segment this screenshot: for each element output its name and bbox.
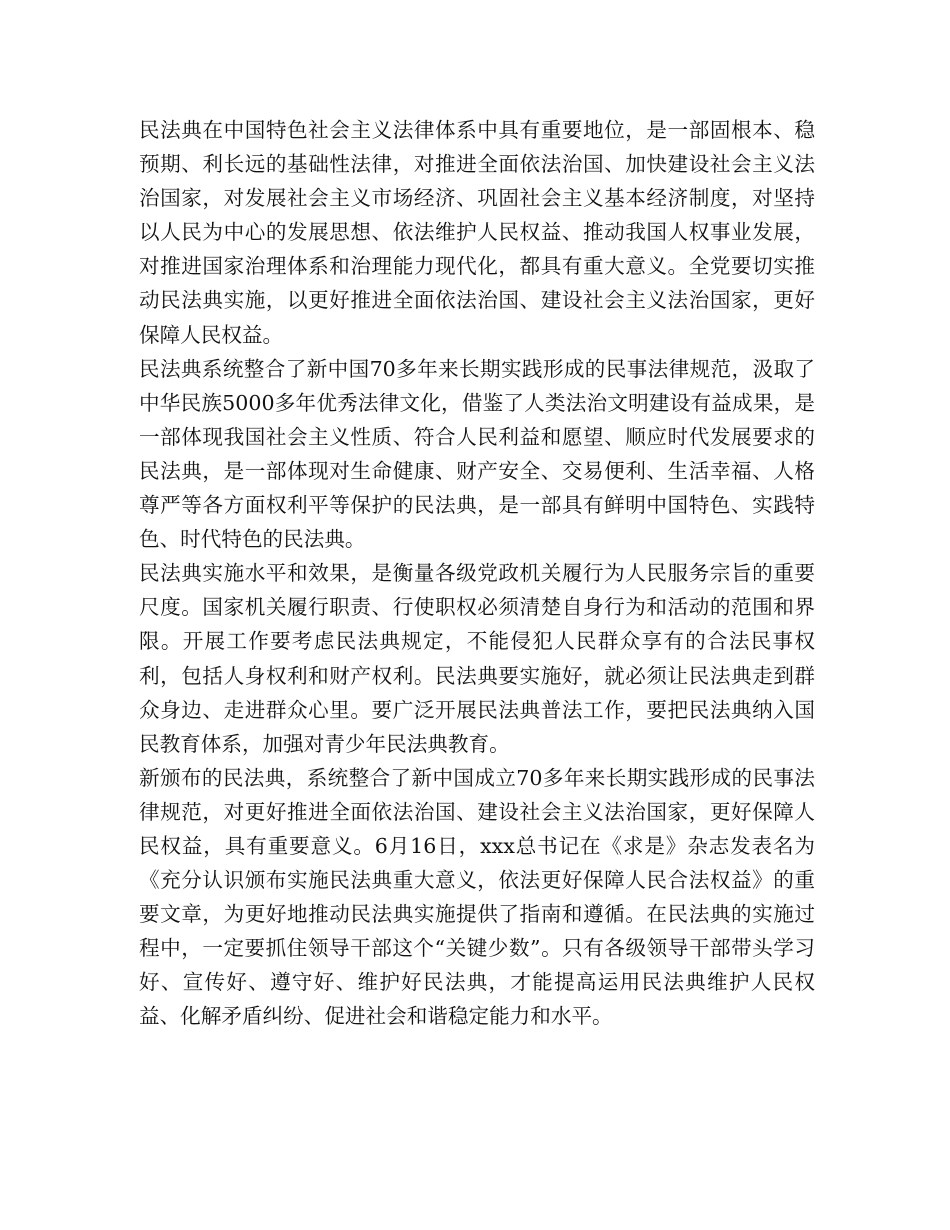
document-body [139, 113, 815, 1034]
paragraph-4: 新颁布的民法典，系统整合了新中国成立70多年来长期实践形成的民事法律规范，对更好推进全面依法治国、建设社会主义法治国家，更好保障人民权益，具有重要意义。6月16日，xxx总书记在《求是》杂志发表名为《充分认识颁布实施民法典重大意义，依法更好保障人民合法权益》的重要文章，为更好地推动民法典实施提供了指南和遵循。在民法典的实施过程中，一定要抓住领导干部这个“关键少数”。只有各级领导干部带头学习好、宣传好、遵守好、维护好民法典，才能提高运用民法典维护人民权益、化解矛盾纠纷、促进社会和谐稳定能力和水平。 [139, 765, 815, 1029]
paragraph-2: 民法典系统整合了新中国70多年来长期实践形成的民事法律规范，汲取了中华民族5000多年优秀法律文化，借鉴了人类法治文明建设有益成果，是一部体现我国社会主义性质、符合人民利益和愿望、顺应时代发展要求的民法典，是一部体现对生命健康、财产安全、交易便利、生活幸福、人格尊严等各方面权利平等保护的民法典，是一部具有鲜明中国特色、实践特色、时代特色的民法典。 [139, 356, 816, 552]
paragraph-1: 民法典在中国特色社会主义法律体系中具有重要地位，是一部固根本、稳预期、利长远的基础性法律，对推进全面依法治国、加快建设社会主义法治国家，对发展社会主义市场经济、巩固社会主义基本经济制度，对坚持以人民为中心的发展思想、依法维护人民权益、推动我国人权事业发展，对推进国家治理体系和治理能力现代化，都具有重大意义。全党要切实推动民法典实施，以更好推进全面依法治国、建设社会主义法治国家，更好保障人民权益。 [139, 118, 815, 347]
paragraph-3: 民法典实施水平和效果，是衡量各级党政机关履行为人民服务宗旨的重要尺度。国家机关履行职责、行使职权必须清楚自身行为和活动的范围和界限。开展工作要考虑民法典规定，不能侵犯人民群众享有的合法民事权利，包括人身权利和财产权利。民法典要实施好，就必须让民法典走到群众身边、走进群众心里。要广泛开展民法典普法工作，要把民法典纳入国民教育体系，加强对青少年民法典教育。 [139, 561, 815, 756]
